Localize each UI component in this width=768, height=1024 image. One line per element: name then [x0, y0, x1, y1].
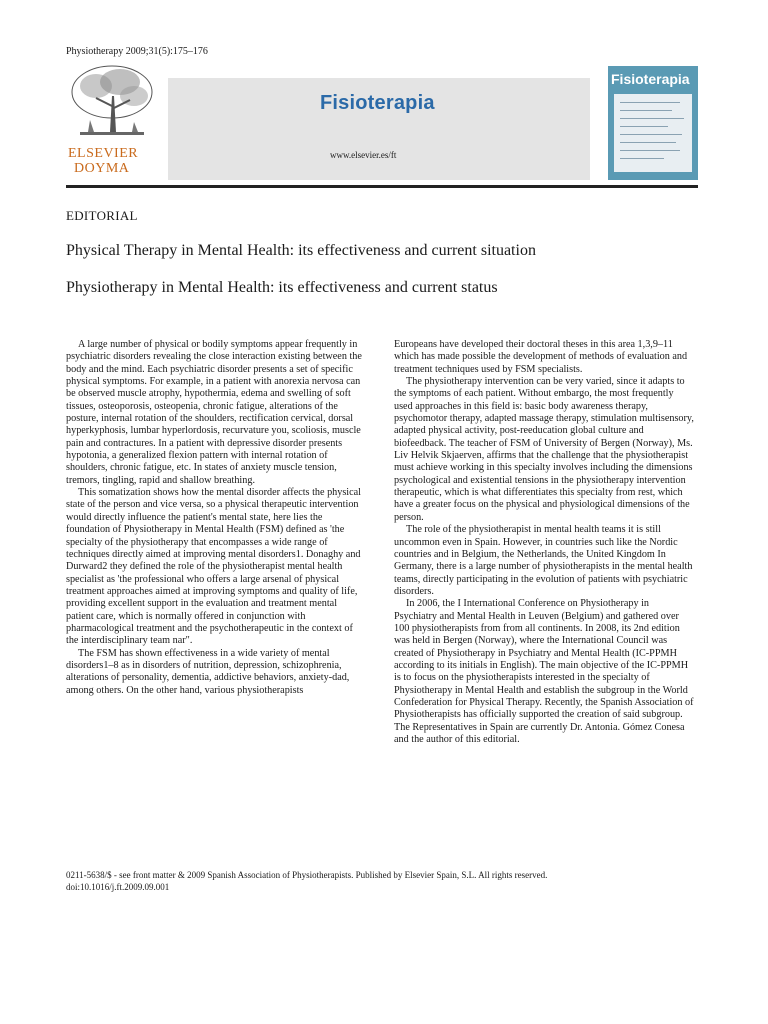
section-label: EDITORIAL — [66, 208, 138, 223]
journal-citation: Physiotherapy 2009;31(5):175–176 — [66, 46, 208, 57]
paragraph: A large number of physical or bodily symptoms appear frequently in psychiatric disorders revealing the close interaction existing between the body and the mind. Each psychiatric disorder presents a set of specific physical symptoms. For example, in a patient with anorexia nervosa can be observed muscle atrophy, hypothermia, edema and swelling of soft tissues, osteoporosis, osteopenia, chronic fatigue, alterations of the posture, internal rotation of the shoulders, rectification cervical, dorsal hyperkyphosis, lumbar hyperlordosis, recurvature you, scoliosis, muscle pain and contractures. In a patient with depressive disorder presents hypotonia, a generalized flexion pattern with internal rotation of shoulders, chronic fatigue, etc. In states of anxiety muscle tension, tremors, tingling, rapid and shallow breathing. — [66, 339, 362, 486]
cover-title: Fisioterapia — [611, 71, 690, 87]
paragraph: In 2006, the I International Conference on Physiotherapy in Psychiatry and Mental Health in Leuven (Belgium) and gathered over 100 physiotherapists from from all continents. In 2008, its 2nd edition was held in Bergen (Norway), where the International Council was created of Physiotherapy in Psychiatry and Mental Health (IC-PPMH according to its initials in English). The main objective of the IC-PPMH is to focus on the physiotherapists interested in the specialty of Physiotherapy in Mental Health and establish the subgroup in the World Confederation for Physical Therapy. Recently, the Spanish Association of Physiotherapists has officially supported the creation of said subgroup. The Representatives in Spain are currently Dr. Antonia. Gómez Conesa and the author of this editorial. — [394, 598, 694, 745]
journal-name: Fisioterapia — [320, 92, 435, 114]
copyright-line: 0211-5638/$ - see front matter & 2009 Spanish Association of Physiotherapists. Published by Elsevier Spain, S.L. All rights reserved. — [66, 870, 548, 880]
paragraph: Europeans have developed their doctoral theses in this area 1,3,9–11 which has made possible the development of methods of evaluation and treatment techniques used by FSM specialists. — [394, 339, 688, 375]
header-rule — [66, 185, 698, 188]
publisher-name: ELSEVIER — [68, 146, 139, 161]
paragraph: The physiotherapy intervention can be very varied, since it adapts to the symptoms of each patient. Without embargo, the most frequently used approaches in this field is: basic body awareness therapy, psychomotor therapy, adapted massage therapy, stimulation multisensory, adapted physical activity, post-reeducation global culture and biofeedback. The teacher of FSM of University of Bergen (Norway), Ms. Liv Helvik Skjaerven, affirms that the challenge that the physiotherapist must achieve working in this specialty involves including the dimensions psychological and existential tensions in the physiotherapy intervention therapeutic, which is what differentiates this specialty from rest, which have a greater focus on the physical and physiological dimensions of the person. — [394, 376, 694, 523]
body-column-left — [66, 339, 366, 697]
footer — [66, 869, 566, 893]
doi-link[interactable]: doi:10.1016/j.ft.2009.09.001 — [66, 882, 170, 892]
journal-url[interactable]: www.elsevier.es/ft — [330, 150, 397, 160]
article-subtitle: Physiotherapy in Mental Health: its effectiveness and current status — [66, 279, 498, 296]
paragraph: The role of the physiotherapist in mental health teams it is still uncommon even in Spain. However, in countries such like the Nordic countries and in Belgium, the Netherlands, the United Kingdom In Germany, there is a large number of physiotherapists in the mental health teams, directly participating in the evolution of patients with psychiatric disorders. — [394, 524, 693, 597]
body-column-right — [394, 339, 694, 746]
publisher-subname: DOYMA — [74, 161, 130, 176]
cover-contents — [614, 94, 692, 172]
paragraph: The FSM has shown effectiveness in a wide variety of mental disorders1–8 as in disorders of nutrition, depression, schizophrenia, alterations of personality, dementia, addictive behaviors, anxiety-dad, among others. On the other hand, various physiotherapists — [66, 647, 350, 696]
journal-cover-thumbnail-icon — [608, 66, 698, 180]
paragraph: This somatization shows how the mental disorder affects the physical state of the person and vice versa, so a physical therapeutic intervention would directly influence the patient's mental state, here lies the foundation of Physiotherapy in Mental Health (FSM) defined as 'the specialty of the physiotherapy that encompasses a wide range of techniques directly aimed at improving mental disorders1. Donaghy and Durward2 they defined the role of the physiotherapist mental health specialist as 'the professional who offers a large arsenal of physical treatment approaches aimed at improving symptoms and quality of life, providing excellent support in the evaluation and treatment mental patient care, which is normally offered in conjunction with pharmacological treatment and the psychotherapeutic in the context of the interdisciplinary team nar". — [66, 487, 362, 647]
article-title: Physical Therapy in Mental Health: its effectiveness and current situation — [66, 242, 536, 259]
